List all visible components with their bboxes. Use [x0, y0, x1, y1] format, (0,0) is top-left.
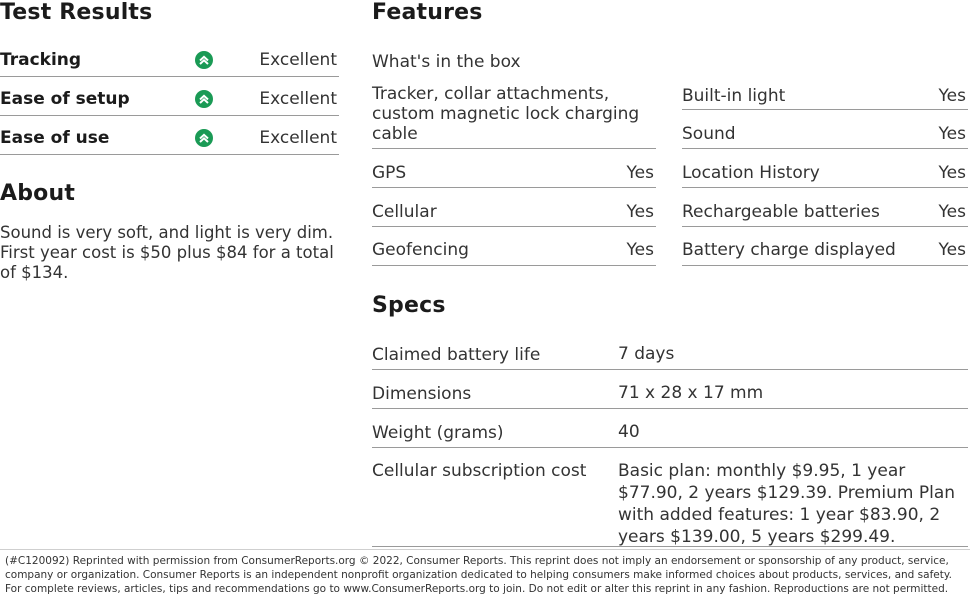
- box-contents-row: [372, 84, 656, 149]
- feature-value: Yes: [938, 240, 966, 260]
- spec-label: Claimed battery life: [372, 345, 541, 365]
- test-result-label: Ease of use: [0, 128, 110, 148]
- feature-row-location-history: [682, 149, 968, 188]
- feature-label: Rechargeable batteries: [682, 202, 880, 222]
- feature-label: Geofencing: [372, 240, 469, 260]
- test-result-value: Excellent: [259, 50, 337, 70]
- feature-row-built-in-light: [682, 72, 968, 110]
- spec-row-battery-life: [372, 331, 968, 370]
- feature-label: Sound: [682, 124, 736, 144]
- feature-row-cellular: [372, 188, 656, 227]
- feature-value: Yes: [626, 240, 654, 260]
- spec-value: 40: [618, 422, 640, 442]
- whats-in-the-box-label: What's in the box: [372, 52, 521, 72]
- spec-value: 7 days: [618, 344, 675, 364]
- feature-value: Yes: [938, 86, 966, 106]
- test-result-label: Ease of setup: [0, 89, 130, 109]
- copyright-footer: (#C120092) Reprinted with permission from ConsumerReports.org © 2022, Consumer Reports. This reprint does not imply an endorsement or sponsorship of any product, service, company or organization. Consumer Reports is an independent nonprofit organization dedicated to helping consumers make informed choices about products, services, and safety. For complete reviews, articles, tips and recommendations go to www.ConsumerReports.org to join. Do not edit or alter this reprint in any fashion. Reproductions are not permitted.: [5, 555, 952, 595]
- test-result-value: Excellent: [259, 89, 337, 109]
- feature-row-sound: [682, 110, 968, 149]
- feature-value: Yes: [626, 202, 654, 222]
- test-result-row-ease-of-setup: [0, 77, 339, 116]
- double-chevron-up-icon: [195, 90, 213, 108]
- spec-label: Weight (grams): [372, 423, 504, 443]
- feature-value: Yes: [626, 163, 654, 183]
- features-heading: Features: [372, 0, 483, 25]
- test-results-heading: Test Results: [0, 0, 153, 25]
- spec-value: Basic plan: monthly $9.95, 1 year $77.90, 2 years $129.39. Premium Plan with added features: 1 year $83.90, 2 years $139.00, 5 years $299.49.: [618, 461, 956, 547]
- double-chevron-up-icon: [195, 129, 213, 147]
- feature-value: Yes: [938, 202, 966, 222]
- footer-divider: [0, 549, 970, 550]
- feature-row-battery-charge-displayed: [682, 227, 968, 266]
- about-heading: About: [0, 181, 76, 206]
- double-chevron-up-icon: [195, 51, 213, 69]
- spec-label: Cellular subscription cost: [372, 461, 587, 481]
- feature-row-geofencing: [372, 227, 656, 266]
- test-result-value: Excellent: [259, 128, 337, 148]
- spec-label: Dimensions: [372, 384, 472, 404]
- feature-label: Built-in light: [682, 86, 786, 106]
- box-contents-text: Tracker, collar attachments, custom magnetic lock charging cable: [372, 84, 640, 144]
- spec-row-dimensions: [372, 370, 968, 409]
- feature-value: Yes: [938, 163, 966, 183]
- specs-heading: Specs: [372, 293, 446, 318]
- feature-label: Location History: [682, 163, 820, 183]
- spec-row-weight: [372, 409, 968, 448]
- feature-value: Yes: [938, 124, 966, 144]
- feature-label: Cellular: [372, 202, 437, 222]
- feature-row-rechargeable-batteries: [682, 188, 968, 227]
- feature-label: GPS: [372, 163, 407, 183]
- spec-value: 71 x 28 x 17 mm: [618, 383, 764, 403]
- spec-row-cellular-subscription: [372, 448, 968, 547]
- about-text: Sound is very soft, and light is very dim. First year cost is $50 plus $84 for a total of $134.: [0, 223, 334, 282]
- feature-label: Battery charge displayed: [682, 240, 896, 260]
- test-result-row-ease-of-use: [0, 116, 339, 155]
- test-result-row-tracking: [0, 38, 339, 77]
- test-result-label: Tracking: [0, 50, 82, 70]
- feature-row-gps: [372, 149, 656, 188]
